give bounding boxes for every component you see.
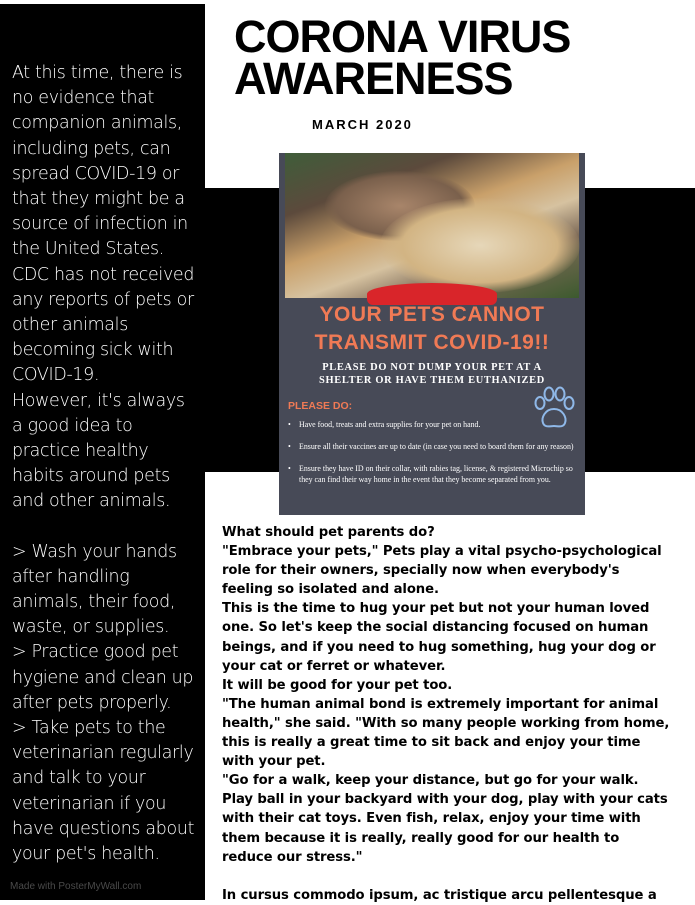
sidebar-panel <box>0 4 205 900</box>
headline-line: YOUR PETS CANNOT <box>319 303 545 326</box>
headline-line: TRANSMIT COVID-19!! <box>314 331 550 354</box>
article-paragraph: This is the time to hug your pet but not your human loved one. So let's keep the social distancing focused on human beings, and if you need to hug something, hug your dog or your cat or ferret or whatever. <box>222 601 656 674</box>
article-paragraph: What should pet parents do? <box>222 525 435 540</box>
page-title <box>234 11 571 104</box>
article-paragraph: "Go for a walk, keep your distance, but go for your walk. Play ball in your backyard with your dog, play with your cats with their cat toys. Even fish, relax, enjoy your time with them because it is really, really good for our health to reduce our stress." <box>222 773 668 865</box>
please-do-heading: PLEASE DO: <box>288 400 353 412</box>
pet-poster <box>279 153 585 515</box>
article-paragraph: "Embrace your pets," Pets play a vital psycho-psychological role for their owners, specially now when everybody's feeling so isolated and alone. <box>222 544 662 598</box>
subheading-line: PLEASE DO NOT DUMP YOUR PET AT A <box>322 362 542 373</box>
poster-list-item: • Ensure all their vaccines are up to date (in case you need to board them for any reason) <box>288 441 574 452</box>
poster-list <box>288 419 574 496</box>
sidebar-text <box>12 61 198 867</box>
paragraph-gap <box>12 515 198 540</box>
sidebar-paragraph: At this time, there is no evidence that companion animals, including pets, can spread COVID-19 or that they might be a source of infection in the United States. <box>12 63 188 260</box>
sidebar-tip: > Wash your hands after handling animals, their food, waste, or supplies. <box>12 541 177 638</box>
sidebar-tip: > Practice good pet hygiene and clean up after pets properly. <box>12 642 194 713</box>
article-paragraph: It will be good for your pet too. <box>222 677 453 693</box>
title-line: CORONA VIRUS <box>234 11 571 62</box>
poster-headline <box>279 301 585 357</box>
pets-photo <box>285 153 579 298</box>
article-paragraph: "The human animal bond is extremely important for animal health," she said. "With so many people working from home, this is really a great time to sit back and enjoy your time with your pet. <box>222 696 670 770</box>
sidebar-paragraph: However, it's always a good idea to practice healthy habits around pets and other animals. <box>12 390 185 512</box>
article-trailing-text: In cursus commodo ipsum, ac tristique arcu pellentesque a <box>222 887 657 903</box>
subheading-line: SHELTER OR HAVE THEM EUTHANIZED <box>319 375 545 386</box>
poster-subheading <box>301 361 563 387</box>
date-label: MARCH 2020 <box>312 117 413 132</box>
poster-list-item: • Have food, treats and extra supplies for your pet on hand. <box>288 419 574 430</box>
sidebar-paragraph: CDC has not received any reports of pets or other animals becoming sick with COVID-19. <box>12 264 195 386</box>
poster-list-item: • Ensure they have ID on their collar, with rabies tag, license, & registered Microchip so they can find their way home in the event that they become separated from you. <box>288 463 574 485</box>
title-line: AWARENESS <box>234 53 513 104</box>
paragraph-gap <box>222 867 670 886</box>
article-body <box>222 523 670 905</box>
dog-figure <box>380 198 580 293</box>
sidebar-tip: > Take pets to the veterinarian regularly and talk to your veterinarian if you have questions about your pet's health. <box>12 718 195 865</box>
credit-watermark: Made with PosterMyWall.com <box>10 881 142 892</box>
